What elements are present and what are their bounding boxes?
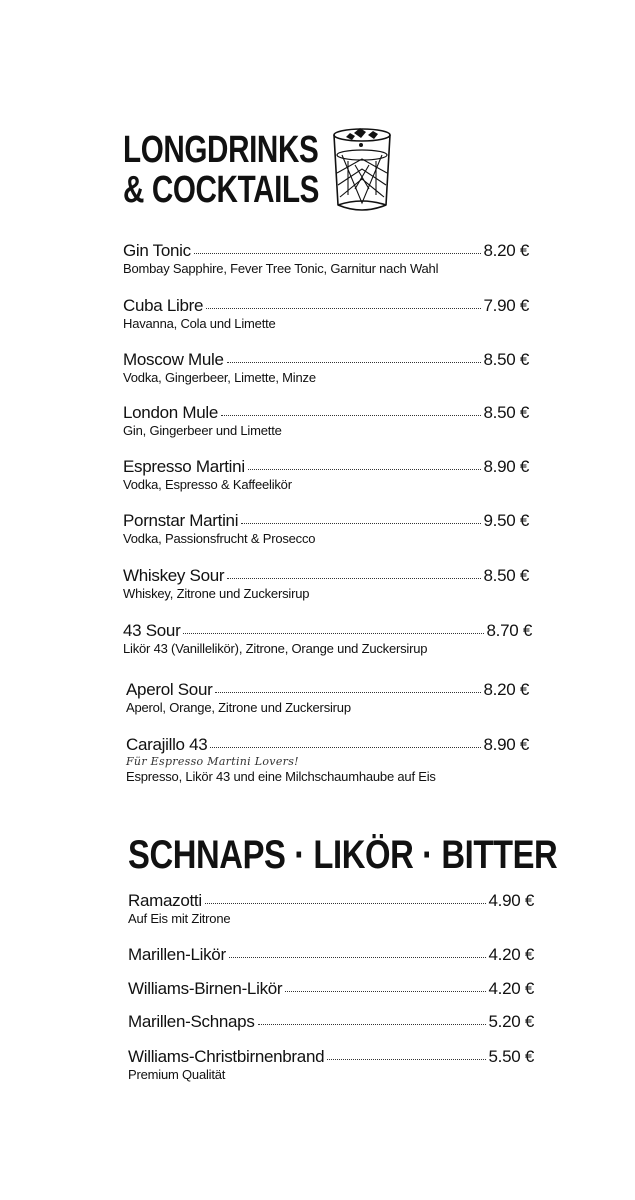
item-description: Whiskey, Zitrone und Zuckersirup [123, 586, 310, 601]
menu-item-row [123, 241, 529, 261]
menu-item-carajillo-43 [126, 735, 529, 785]
menu-item-row [123, 566, 529, 586]
menu-item-marillen-schnaps [128, 1012, 534, 1032]
item-name: Espresso Martini [123, 457, 245, 476]
menu-item-pornstar-martini [123, 511, 529, 547]
menu-item-london-mule [123, 403, 529, 439]
item-note: Für Espresso Martini Lovers! [126, 755, 299, 768]
menu-item-gin-tonic [123, 241, 529, 277]
item-description: Gin, Gingerbeer und Limette [123, 423, 282, 438]
item-description: Likör 43 (Vanillelikör), Zitrone, Orange und Zuckersirup [123, 641, 428, 656]
item-price: 7.90 € [483, 296, 529, 315]
dot-leader [327, 1059, 485, 1060]
item-name: Moscow Mule [123, 350, 224, 369]
dot-leader [206, 308, 480, 309]
menu-item-williams-christbirnenbrand [128, 1047, 534, 1083]
menu-item-row [128, 1047, 534, 1067]
item-price: 9.50 € [483, 511, 529, 530]
menu-item-ramazotti [128, 891, 534, 927]
dot-leader [258, 1024, 486, 1025]
item-description: Bombay Sapphire, Fever Tree Tonic, Garnitur nach Wahl [123, 261, 439, 276]
dot-leader [285, 991, 485, 992]
item-price: 8.70 € [486, 621, 532, 640]
item-description: Vodka, Passionsfrucht & Prosecco [123, 531, 316, 546]
cocktail-glass-icon [328, 125, 396, 217]
item-name: Marillen-Schnaps [128, 1012, 255, 1031]
item-name: Williams-Christbirnenbrand [128, 1047, 325, 1066]
dot-leader [241, 523, 480, 524]
menu-item-marillen-lik-r [128, 945, 534, 965]
menu-item-row [123, 511, 529, 531]
item-name: Whiskey Sour [123, 566, 225, 585]
item-description: Aperol, Orange, Zitrone und Zuckersirup [126, 700, 351, 715]
longdrinks-title-line1: LONGDRINKS [123, 129, 319, 171]
item-price: 8.90 € [483, 735, 529, 754]
item-price: 8.50 € [483, 403, 529, 422]
item-description: Vodka, Gingerbeer, Limette, Minze [123, 370, 316, 385]
menu-item-cuba-libre [123, 296, 529, 332]
item-price: 8.50 € [483, 350, 529, 369]
dot-leader [215, 692, 480, 693]
menu-item-aperol-sour [126, 680, 529, 716]
menu-item-row [128, 891, 534, 911]
menu-item-row [126, 680, 529, 700]
menu-item-williams-birnen-lik-r [128, 979, 534, 999]
menu-item-row [123, 296, 529, 316]
item-description: Espresso, Likör 43 und eine Milchschaumhaube auf Eis [126, 769, 436, 784]
item-description: Havanna, Cola und Limette [123, 316, 276, 331]
item-description: Auf Eis mit Zitrone [128, 911, 231, 926]
menu-item-row [128, 1012, 534, 1032]
menu-item-row [123, 457, 529, 477]
menu-item-row [126, 735, 529, 755]
menu-item-row [123, 403, 529, 423]
dot-leader [229, 957, 486, 958]
dot-leader [221, 415, 481, 416]
longdrinks-title-line2: & COCKTAILS [123, 169, 320, 211]
dot-leader [183, 633, 483, 634]
menu-item-moscow-mule [123, 350, 529, 386]
item-name: Ramazotti [128, 891, 202, 910]
dot-leader [205, 903, 486, 904]
item-name: 43 Sour [123, 621, 181, 640]
menu-item-espresso-martini [123, 457, 529, 493]
item-price: 5.50 € [488, 1047, 534, 1066]
item-name: Aperol Sour [126, 680, 213, 699]
item-name: London Mule [123, 403, 218, 422]
item-description: Premium Qualität [128, 1067, 226, 1082]
menu-item-row [128, 979, 534, 999]
item-name: Pornstar Martini [123, 511, 239, 530]
dot-leader [194, 253, 481, 254]
menu-item-43-sour [123, 621, 532, 657]
item-price: 5.20 € [488, 1012, 534, 1031]
schnaps-heading: SCHNAPS · LIKÖR · BITTER [128, 833, 558, 877]
dot-leader [227, 578, 480, 579]
dot-leader [227, 362, 481, 363]
item-price: 8.50 € [483, 566, 529, 585]
item-price: 8.90 € [483, 457, 529, 476]
item-name: Marillen-Likör [128, 945, 226, 964]
item-price: 8.20 € [483, 680, 529, 699]
item-price: 8.20 € [483, 241, 529, 260]
menu-item-row [128, 945, 534, 965]
menu-item-row [123, 621, 532, 641]
item-name: Carajillo 43 [126, 735, 208, 754]
item-name: Williams-Birnen-Likör [128, 979, 283, 998]
item-price: 4.20 € [488, 945, 534, 964]
item-description: Vodka, Espresso & Kaffeelikör [123, 477, 292, 492]
menu-item-whiskey-sour [123, 566, 529, 602]
item-name: Cuba Libre [123, 296, 204, 315]
dot-leader [248, 469, 481, 470]
longdrinks-heading [123, 130, 319, 210]
menu-item-row [123, 350, 529, 370]
dot-leader [210, 747, 480, 748]
item-name: Gin Tonic [123, 241, 191, 260]
item-price: 4.20 € [488, 979, 534, 998]
item-price: 4.90 € [488, 891, 534, 910]
